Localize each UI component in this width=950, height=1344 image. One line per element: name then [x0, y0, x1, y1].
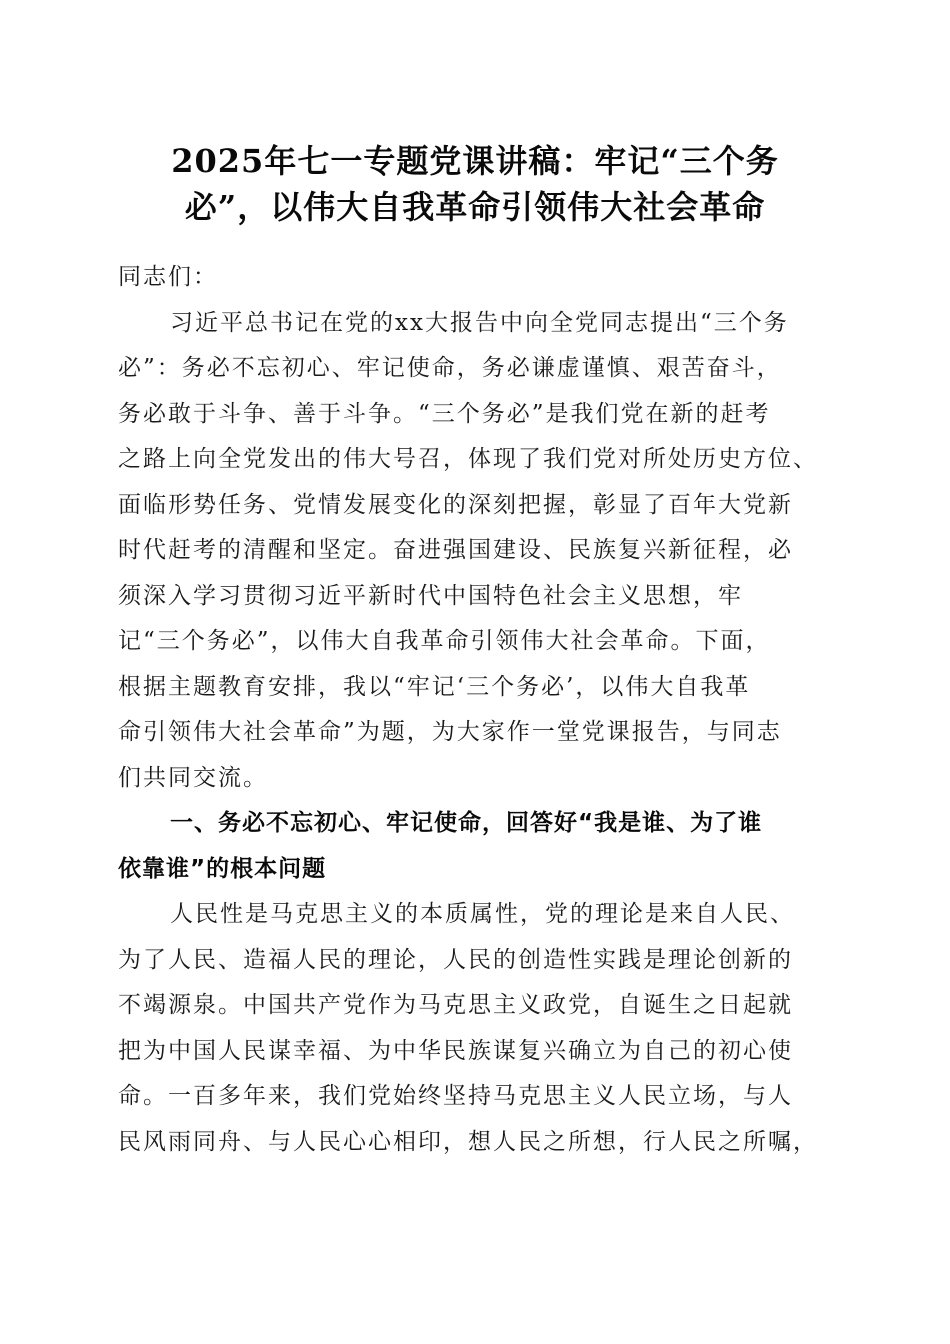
- paragraph-line: 命。一百多年来，我们党始终坚持马克思主义人民立场，与人: [118, 1083, 793, 1109]
- paragraph-line: 不竭源泉。中国共产党作为马克思主义政党，自诞生之日起就: [118, 992, 793, 1018]
- paragraph-line: 根据主题教育安排，我以“牢记‘三个务必’，以伟大自我革: [118, 673, 751, 700]
- paragraph-line: 务必敢于斗争、善于斗争。“三个务必”是我们党在新的赶考: [118, 400, 771, 427]
- paragraph-line: 人民性是马克思主义的本质属性，党的理论是来自人民、: [170, 901, 795, 927]
- title-line: 必”，以伟大自我革命引领伟大社会革命: [184, 188, 766, 226]
- document-title: [100, 138, 850, 230]
- salutation: 同志们：: [118, 264, 218, 290]
- paragraph-intro: [118, 301, 840, 802]
- heading-line: 一、务必不忘初心、牢记使命，回答好“我是谁、为了谁: [170, 810, 763, 836]
- paragraph-line: 命引领伟大社会革命”为题，为大家作一堂党课报告，与同志: [118, 719, 782, 745]
- document-body: [118, 255, 840, 1165]
- section-heading-1: [118, 801, 840, 892]
- paragraph-line: 必”：务必不忘初心、牢记使命，务必谦虚谨慎、艰苦奋斗，: [118, 355, 782, 381]
- paragraph-line: 面临形势任务、党情发展变化的深刻把握，彰显了百年大党新: [118, 491, 793, 518]
- paragraph-line: 为了人民、造福人民的理论，人民的创造性实践是理论创新的: [118, 946, 793, 973]
- paragraph-line: 之路上向全党发出的伟大号召，体现了我们党对所处历史方位、: [118, 446, 818, 472]
- paragraph-line: 习近平总书记在党的xx大报告中向全党同志提出“三个务: [170, 309, 789, 336]
- title-line: 2025年七一专题党课讲稿：牢记“三个务: [171, 142, 779, 180]
- paragraph-line: 记“三个务必”，以伟大自我革命引领伟大社会革命。下面，: [118, 628, 771, 654]
- paragraph-line: 须深入学习贯彻习近平新时代中国特色社会主义思想，牢: [118, 582, 743, 609]
- paragraph-section-1: [118, 892, 840, 1165]
- paragraph-line: 民风雨同舟、与人民心心相印，想人民之所想，行人民之所嘱，: [118, 1128, 818, 1155]
- paragraph-line: 们共同交流。: [118, 764, 268, 791]
- heading-line: 依靠谁”的根本问题: [118, 855, 327, 882]
- paragraph-line: 时代赶考的清醒和坚定。奋进强国建设、民族复兴新征程，必: [118, 537, 793, 563]
- paragraph-line: 把为中国人民谋幸福、为中华民族谋复兴确立为自己的初心使: [118, 1037, 793, 1064]
